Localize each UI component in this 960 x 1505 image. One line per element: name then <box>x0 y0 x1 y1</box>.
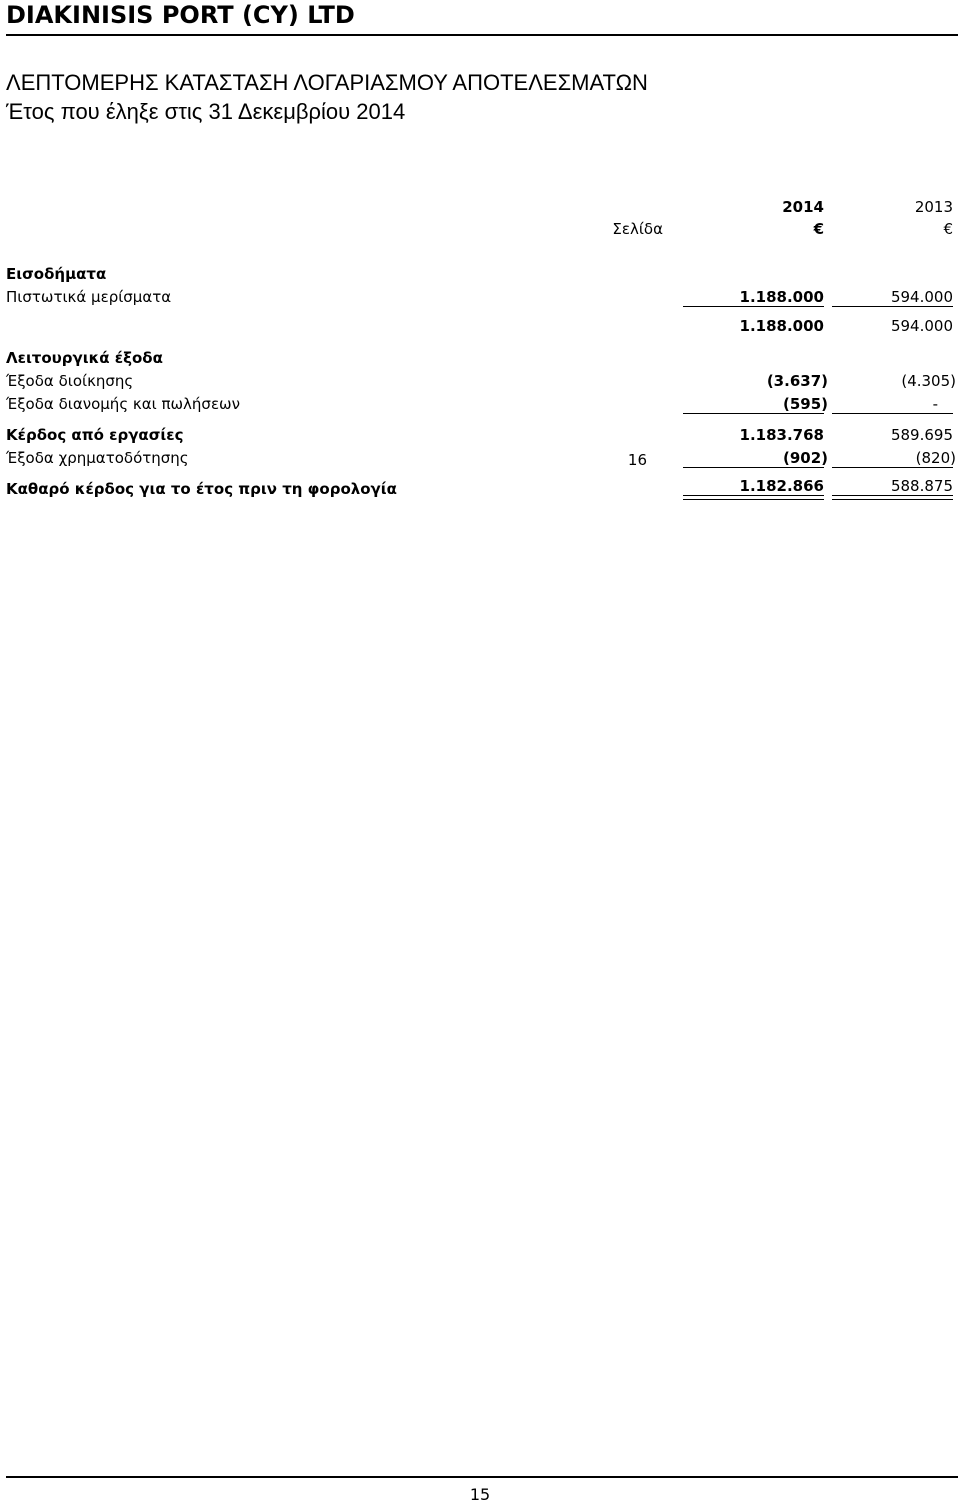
underline-distribution-2014 <box>683 413 824 414</box>
distribution-expenses-label: Έξοδα διανομής και πωλήσεων <box>6 395 240 413</box>
footer-divider <box>6 1476 958 1478</box>
page-number: 15 <box>469 1485 491 1504</box>
statement-period: Έτος που έληξε στις 31 Δεκεμβρίου 2014 <box>6 99 406 124</box>
currency-2013: € <box>943 220 953 238</box>
net-profit-2014: 1.182.866 <box>739 477 824 495</box>
net-profit-label: Καθαρό κέρδος για το έτος πριν τη φορολογία <box>6 480 397 498</box>
admin-expenses-label: Έξοδα διοίκησης <box>6 372 134 390</box>
operating-profit-2013: 589.695 <box>890 426 953 444</box>
income-total-2014: 1.188.000 <box>739 317 824 335</box>
statement-title: ΛΕΠΤΟΜΕΡΗΣ ΚΑΤΑΣΤΑΣΗ ΛΟΓΑΡΙΑΣΜΟΥ ΑΠΟΤΕΛΕΣΜΑΤΩΝ <box>6 70 648 95</box>
finance-costs-2014: (902) <box>782 449 828 467</box>
double-underline-net-2013 <box>832 495 953 500</box>
dividends-2013: 594.000 <box>890 288 953 306</box>
column-page-label: Σελίδα <box>612 220 663 238</box>
income-heading: Εισοδήματα <box>6 265 107 283</box>
underline-finance-2014 <box>683 467 824 468</box>
finance-costs-label: Έξοδα χρηματοδότησης <box>6 449 189 467</box>
dividends-2014: 1.188.000 <box>739 288 824 306</box>
finance-costs-note: 16 <box>627 451 647 469</box>
admin-expenses-2013: (4.305) <box>901 372 956 390</box>
dividends-label: Πιστωτικά μερίσματα <box>6 288 172 306</box>
company-name: DIAKINISIS PORT (CY) LTD <box>6 1 355 29</box>
operating-profit-label: Κέρδος από εργασίες <box>6 426 184 444</box>
distribution-expenses-2013: - <box>932 395 938 413</box>
double-underline-net-2014 <box>683 495 824 500</box>
currency-2014: € <box>813 220 824 238</box>
column-year-2014: 2014 <box>782 198 824 216</box>
underline-dividends-2013 <box>832 306 953 307</box>
distribution-expenses-2014: (595) <box>782 395 828 413</box>
operating-profit-2014: 1.183.768 <box>739 426 824 444</box>
column-year-2013: 2013 <box>914 198 953 216</box>
net-profit-2013: 588.875 <box>890 477 953 495</box>
underline-distribution-2013 <box>832 413 953 414</box>
underline-dividends-2014 <box>683 306 824 307</box>
operating-expenses-heading: Λειτουργικά έξοδα <box>6 349 163 367</box>
finance-costs-2013: (820) <box>915 449 956 467</box>
income-total-2013: 594.000 <box>890 317 953 335</box>
underline-finance-2013 <box>832 467 953 468</box>
admin-expenses-2014: (3.637) <box>766 372 828 390</box>
header-divider <box>6 34 958 36</box>
